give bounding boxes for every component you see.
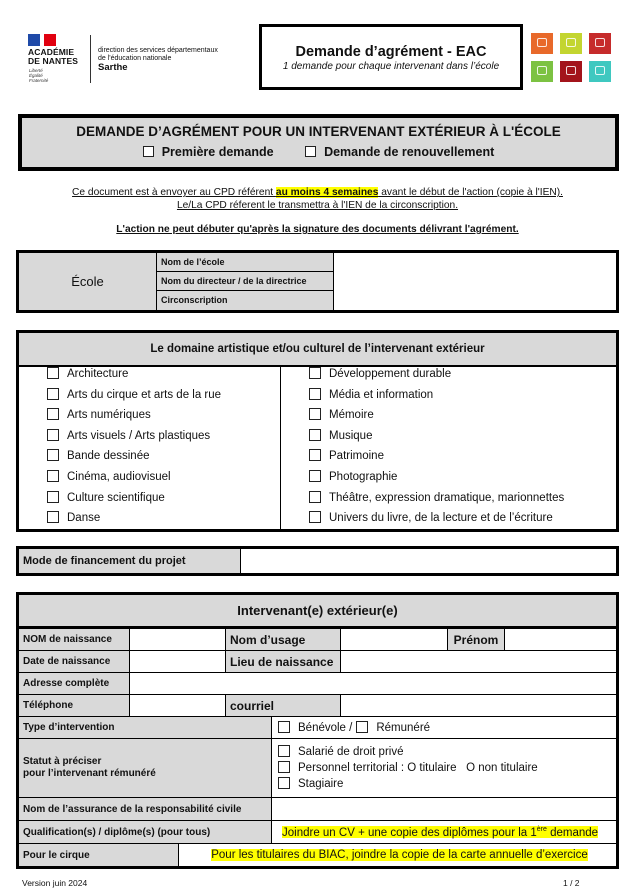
dsden-line-2: de l'éducation nationale <box>98 54 172 62</box>
notice-signature-wrap <box>0 224 635 235</box>
domain-label: Mémoire <box>329 409 374 422</box>
usage-name-field[interactable] <box>341 629 448 651</box>
domain-option[interactable] <box>309 408 374 421</box>
domain-option[interactable] <box>309 491 564 504</box>
email-field[interactable] <box>341 695 616 717</box>
intervenant-title: Intervenant(e) extérieur(e) <box>19 595 616 629</box>
academie-line-2: DE NANTES <box>28 56 79 66</box>
republic-flag-icon <box>28 34 56 46</box>
first-name-label: Prénom <box>448 629 505 651</box>
domain-label: Arts numériques <box>67 409 151 422</box>
statut-option-stagiaire[interactable] <box>278 776 343 792</box>
birth-name-label: NOM de naissance <box>19 629 130 651</box>
document-title: Demande d’agrément - EAC <box>295 44 487 60</box>
phone-field[interactable] <box>130 695 226 717</box>
domain-checkbox[interactable] <box>47 429 59 441</box>
page-number: 1 / 2 <box>563 878 580 888</box>
domain-label: Patrimoine <box>329 450 384 463</box>
domain-checkbox[interactable] <box>309 388 321 400</box>
phone-label: Téléphone <box>19 695 130 717</box>
statut-label <box>19 739 272 798</box>
statut-option-prive[interactable] <box>278 744 403 760</box>
statut-option-territorial[interactable] <box>278 760 538 776</box>
birth-place-label: Lieu de naissance <box>226 651 341 673</box>
domain-option[interactable] <box>47 408 151 421</box>
newspaper-icon <box>566 66 576 75</box>
ecole-name-field[interactable] <box>335 253 616 273</box>
eac-tile-music <box>560 33 582 54</box>
domain-option[interactable] <box>47 388 221 401</box>
theatre-icon <box>595 38 605 47</box>
qualification-note-highlight <box>282 826 598 839</box>
book-icon <box>537 66 547 75</box>
checkbox-first-request[interactable] <box>143 146 154 157</box>
option-renewal-label: Demande de renouvellement <box>324 145 495 159</box>
domain-label: Univers du livre, de la lecture et de l’écriture <box>329 512 553 525</box>
checkbox-stagiaire[interactable] <box>278 777 290 789</box>
ecole-table <box>16 250 619 313</box>
eye-icon <box>537 38 547 47</box>
intervention-type-label: Type d’intervention <box>19 717 272 739</box>
domain-checkbox[interactable] <box>47 449 59 461</box>
statut-prive-label: Salarié de droit privé <box>298 746 404 758</box>
devise <box>29 68 48 83</box>
intervenant-table <box>16 592 619 869</box>
qualification-note <box>272 821 616 844</box>
logo-divider <box>90 35 91 83</box>
domain-checkbox[interactable] <box>309 449 321 461</box>
domain-checkbox[interactable] <box>309 429 321 441</box>
qualification-label: Qualification(s) / diplôme(s) (pour tous) <box>19 821 272 844</box>
checkbox-territorial[interactable] <box>278 761 290 773</box>
domain-checkbox[interactable] <box>309 408 321 420</box>
domain-option[interactable] <box>309 470 397 483</box>
domain-checkbox[interactable] <box>47 470 59 482</box>
director-name-field[interactable] <box>335 272 616 292</box>
domain-label: Musique <box>329 429 373 442</box>
birth-date-label: Date de naissance <box>19 651 130 673</box>
domain-option[interactable] <box>309 511 553 524</box>
domain-checkbox[interactable] <box>47 511 59 523</box>
domain-option[interactable] <box>309 367 451 380</box>
notice-line-1 <box>72 187 563 198</box>
eac-tile-book <box>531 61 553 82</box>
usage-name-label: Nom d’usage <box>226 629 341 651</box>
domain-checkbox[interactable] <box>47 367 59 379</box>
option-first-request-label: Première demande <box>161 145 274 159</box>
domain-label: Danse <box>67 512 101 525</box>
domain-option[interactable] <box>47 449 149 462</box>
birth-date-field[interactable] <box>130 651 226 673</box>
address-label: Adresse complète <box>19 673 130 695</box>
benevole-label: Bénévole / <box>298 722 353 734</box>
qualification-note-end: demande <box>546 826 599 839</box>
domain-label: Théâtre, expression dramatique, marionnettes <box>329 491 565 504</box>
document-subtitle: 1 demande pour chaque intervenant dans l’école <box>282 61 500 72</box>
director-name-label: Nom du directeur / de la directrice <box>157 272 334 291</box>
cirque-label: Pour le cirque <box>19 844 179 866</box>
request-type-banner <box>18 114 619 171</box>
financement-label: Mode de financement du projet <box>19 549 241 573</box>
domain-option[interactable] <box>47 429 210 442</box>
music-sheet-icon <box>566 38 576 47</box>
email-label: courriel <box>226 695 341 717</box>
address-field[interactable] <box>130 673 616 695</box>
notice-line-3: L'action ne peut débuter qu'après la signature des documents délivrant l'agrément. <box>116 224 519 235</box>
notice <box>0 186 635 212</box>
circonscription-field[interactable] <box>335 291 616 310</box>
qualification-note-text: Joindre un CV + une copie des diplômes pour la 1 <box>282 826 537 839</box>
remunere-label: Rémunéré <box>376 722 431 734</box>
checkbox-remunere[interactable] <box>356 721 368 733</box>
financement-table <box>16 546 619 576</box>
statut-options <box>272 739 616 798</box>
academie-logo-text <box>28 48 78 66</box>
domaines-title: Le domaine artistique et/ou culturel de l’intervenant extérieur <box>19 333 616 367</box>
insurance-field[interactable] <box>272 798 616 821</box>
cirque-note-highlight: Pour les titulaires du BIAC, joindre la copie de la carte annuelle d’exercice <box>211 849 588 861</box>
domain-option[interactable] <box>309 449 384 462</box>
eac-tile-heritage <box>589 61 611 82</box>
domain-option[interactable] <box>47 511 100 524</box>
eac-tile-eye <box>531 33 553 54</box>
eac-tile-theatre <box>589 33 611 54</box>
domain-option[interactable] <box>47 470 171 483</box>
financement-field[interactable] <box>242 549 616 573</box>
devise-liberte: Liberté <box>29 68 43 73</box>
cirque-note <box>179 844 616 866</box>
birth-name-field[interactable] <box>130 629 226 651</box>
domain-label: Culture scientifique <box>67 491 165 504</box>
domain-option[interactable] <box>309 388 433 401</box>
domain-label: Développement durable <box>329 368 452 380</box>
option-first-request[interactable] <box>143 145 274 159</box>
deadline-highlight: au moins 4 semaines <box>275 187 379 198</box>
academie-line-1: ACADÉMIE <box>28 47 75 57</box>
domain-label: Arts du cirque et arts de la rue <box>67 388 222 401</box>
domain-checkbox[interactable] <box>309 470 321 482</box>
domain-option[interactable] <box>47 367 128 380</box>
domain-label: Média et information <box>329 388 434 401</box>
ecole-name-label: Nom de l’école <box>157 253 334 272</box>
domaines-column-divider <box>280 367 281 529</box>
domain-checkbox[interactable] <box>47 408 59 420</box>
domain-option[interactable] <box>47 491 165 504</box>
first-name-field[interactable] <box>505 629 616 651</box>
notice-line-1-start: Ce document est à envoyer au CPD référent <box>72 187 276 198</box>
qualification-note-sup: ère <box>536 825 547 833</box>
domain-checkbox[interactable] <box>309 511 321 523</box>
option-renewal[interactable] <box>305 145 494 159</box>
birth-place-field[interactable] <box>341 651 616 673</box>
domain-checkbox[interactable] <box>309 367 321 379</box>
ecole-label: École <box>19 253 157 310</box>
domain-checkbox[interactable] <box>47 388 59 400</box>
departement-name: Sarthe <box>98 62 128 73</box>
domain-option[interactable] <box>309 429 372 442</box>
domain-checkbox[interactable] <box>47 491 59 503</box>
statut-label-line-2: pour l’intervenant rémunéré <box>23 768 156 779</box>
devise-egalite: Égalité <box>29 73 43 78</box>
domain-label: Bande dessinée <box>67 450 150 463</box>
domain-label: Arts visuels / Arts plastiques <box>67 429 211 442</box>
option-remunere[interactable] <box>356 721 430 734</box>
notice-line-2: Le/La CPD réferent le transmettra à l'IEN de la circonscription. <box>176 200 459 211</box>
version-label: Version juin 2024 <box>22 878 88 888</box>
option-benevole[interactable] <box>278 721 352 734</box>
checkbox-benevole[interactable] <box>278 721 290 733</box>
domain-label: Photographie <box>329 471 398 483</box>
statut-label-line-1: Statut à préciser <box>23 756 102 767</box>
eac-tile-newspaper <box>560 61 582 82</box>
circonscription-label: Circonscription <box>157 291 334 310</box>
banner-title: DEMANDE D’AGRÉMENT POUR UN INTERVENANT EXTÉRIEUR À L'ÉCOLE <box>76 124 561 139</box>
statut-stagiaire-label: Stagiaire <box>298 778 344 790</box>
domain-checkbox[interactable] <box>309 491 321 503</box>
checkbox-prive[interactable] <box>278 745 290 757</box>
document-title-box <box>259 24 523 90</box>
notice-line-1-end: avant le début de l'action (copie à l'IEN). <box>378 187 563 198</box>
domaines-table <box>16 330 619 532</box>
domain-label: Cinéma, audiovisuel <box>67 471 171 483</box>
devise-fraternite: Fraternité <box>29 78 49 83</box>
heritage-icon <box>595 66 605 75</box>
statut-territorial-label: Personnel territorial : O titulaire O non titulaire <box>298 762 538 774</box>
checkbox-renewal[interactable] <box>305 146 316 157</box>
intervention-type-options <box>272 717 616 739</box>
insurance-label: Nom de l’assurance de la responsabilité civile <box>19 798 272 821</box>
domain-label: Architecture <box>67 368 129 380</box>
dsden-line-1: direction des services départementaux <box>98 47 218 54</box>
dsden-text <box>98 47 218 73</box>
